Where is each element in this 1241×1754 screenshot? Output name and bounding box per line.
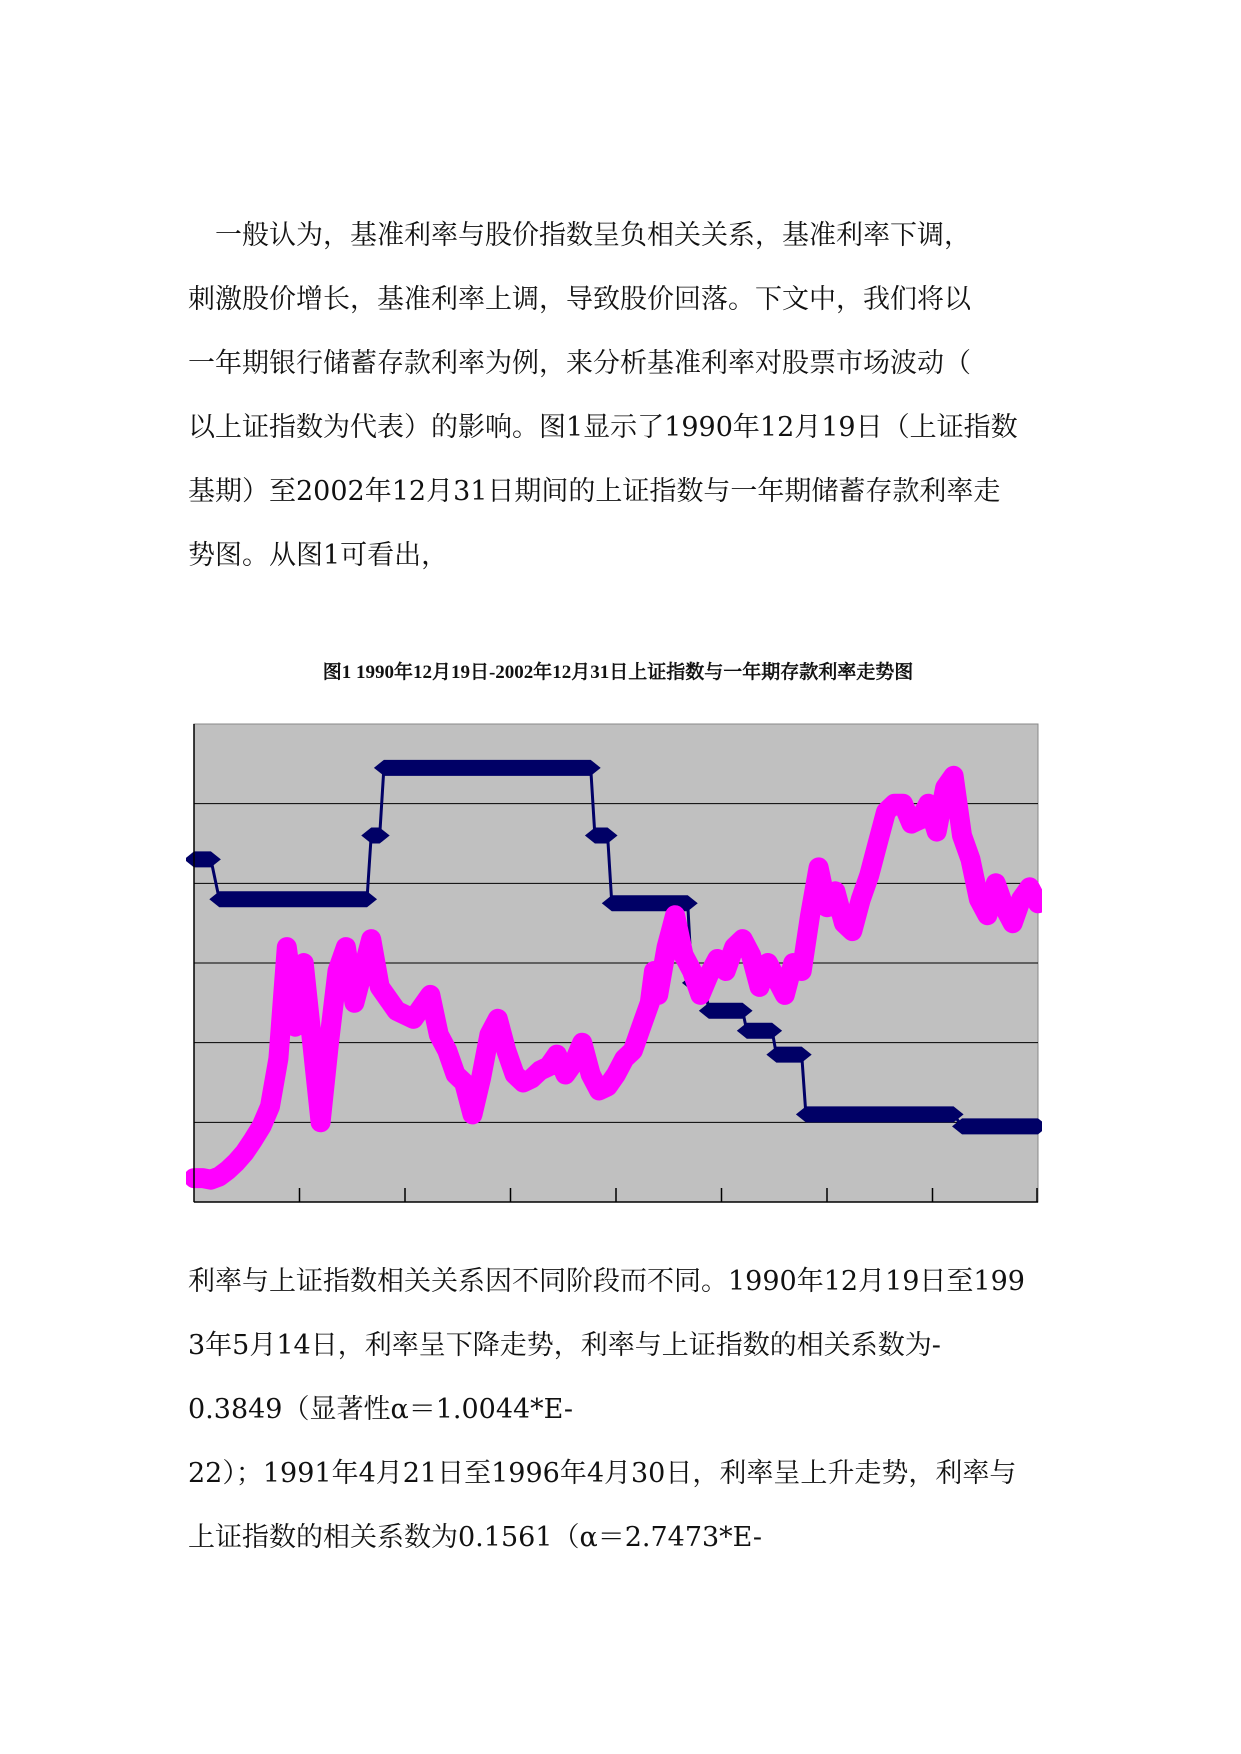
text-line: 上证指数的相关系数为0.1561（α＝2.7473*E- [188, 1522, 763, 1553]
text-line: 22）；1991年4月21日至1996年4月30日，利率呈上升走势，利率与 [188, 1458, 1017, 1489]
paragraph-intro [188, 204, 1058, 588]
rate-step-marker [374, 760, 601, 776]
text-line: 0.3849（显著性α＝1.0044*E- [188, 1394, 574, 1425]
rate-step-marker [952, 1118, 1042, 1134]
rate-step-marker [209, 891, 377, 907]
text-line: 刺激股价增长，基准利率上调，导致股价回落。下文中，我们将以 [188, 284, 971, 315]
paragraph-analysis [188, 1250, 1058, 1570]
figure-caption: 图1 1990年12月19日-2002年12月31日上证指数与一年期存款利率走势图 [322, 662, 914, 683]
figure-chart [186, 718, 1042, 1208]
text-line: 一年期银行储蓄存款利率为例，来分析基准利率对股票市场波动（ [188, 348, 971, 379]
text-line: 以上证指数为代表）的影响。图1显示了1990年12月19日（上证指数 [188, 412, 1018, 443]
rate-step-marker [699, 1003, 753, 1019]
text-line: 利率与上证指数相关关系因不同阶段而不同。1990年12月19日至199 [188, 1266, 1025, 1297]
text-line: 3年5月14日，利率呈下降走势，利率与上证指数的相关系数为- [188, 1330, 941, 1361]
rate-step-marker [602, 895, 698, 911]
rate-step-marker [796, 1106, 964, 1122]
text-line: 势图。从图1可看出， [188, 540, 449, 571]
text-line: 一般认为，基准利率与股价指数呈负相关关系，基准利率下调， [188, 220, 971, 251]
text-line: 基期）至2002年12月31日期间的上证指数与一年期储蓄存款利率走 [188, 476, 1001, 507]
